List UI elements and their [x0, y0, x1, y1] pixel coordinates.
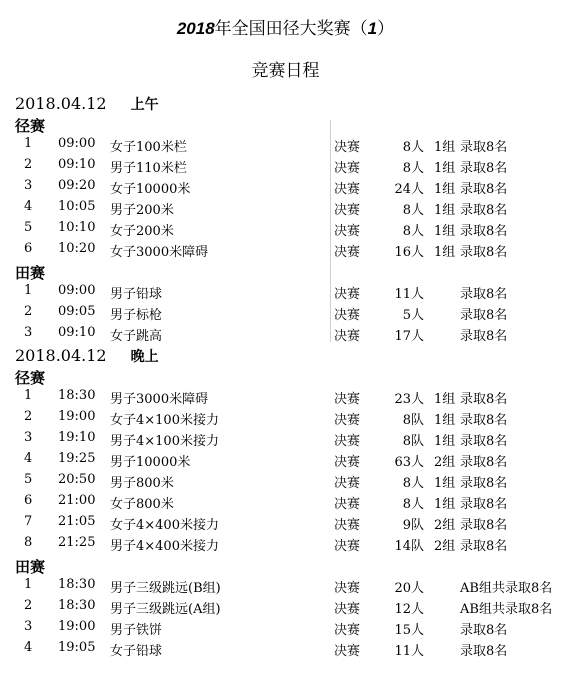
row-count: 8队	[402, 434, 424, 449]
row-round: 决赛	[334, 518, 361, 533]
section-heading: 径赛	[15, 369, 46, 387]
row-time: 19:00	[58, 409, 96, 424]
schedule-row	[0, 598, 571, 619]
row-event: 男子4×100米接力	[110, 434, 219, 449]
row-groups: 1组	[434, 182, 456, 197]
row-count: 8人	[402, 140, 424, 155]
row-groups: 1组	[434, 140, 456, 155]
schedule-row	[0, 157, 571, 178]
row-qualify: 录取8名	[460, 434, 508, 449]
row-number: 1	[24, 577, 33, 592]
row-round: 决赛	[334, 476, 361, 491]
row-number: 7	[24, 514, 33, 529]
row-groups: 1组	[434, 476, 456, 491]
schedule-row	[0, 430, 571, 451]
row-event: 男子10000米	[110, 455, 191, 470]
row-qualify: 录取8名	[460, 392, 508, 407]
row-count: 8人	[402, 161, 424, 176]
row-event: 女子800米	[110, 497, 174, 512]
row-event: 女子200米	[110, 224, 174, 239]
row-round: 决赛	[334, 182, 361, 197]
row-event: 男子200米	[110, 203, 174, 218]
row-time: 10:05	[58, 199, 96, 214]
schedule-row	[0, 535, 571, 556]
row-event: 女子跳高	[110, 329, 163, 344]
row-round: 决赛	[334, 413, 361, 428]
row-qualify: 录取8名	[460, 308, 508, 323]
schedule-row	[0, 283, 571, 304]
row-number: 4	[24, 451, 33, 466]
row-time: 09:10	[58, 157, 96, 172]
row-groups: 1组	[434, 434, 456, 449]
row-event: 男子4×400米接力	[110, 539, 219, 554]
row-number: 4	[24, 199, 33, 214]
row-groups: 1组	[434, 392, 456, 407]
schedule-row	[0, 472, 571, 493]
row-round: 决赛	[334, 287, 361, 302]
title-close: ）	[377, 19, 395, 39]
row-time: 10:10	[58, 220, 96, 235]
row-count: 8人	[402, 476, 424, 491]
schedule-row	[0, 220, 571, 241]
schedule-row	[0, 388, 571, 409]
session-header	[15, 94, 159, 114]
row-qualify: 录取8名	[460, 644, 508, 659]
row-round: 决赛	[334, 161, 361, 176]
row-qualify: 录取8名	[460, 623, 508, 638]
schedule-row	[0, 640, 571, 661]
row-round: 决赛	[334, 224, 361, 239]
row-time: 09:10	[58, 325, 96, 340]
row-qualify: AB组共录取8名	[460, 602, 553, 617]
row-time: 21:00	[58, 493, 96, 508]
row-groups: 2组	[434, 518, 456, 533]
row-event: 男子三级跳远(B组)	[110, 581, 221, 596]
row-qualify: 录取8名	[460, 182, 508, 197]
row-number: 3	[24, 178, 33, 193]
row-event: 男子铁饼	[110, 623, 163, 638]
row-round: 决赛	[334, 539, 361, 554]
row-round: 决赛	[334, 140, 361, 155]
row-round: 决赛	[334, 203, 361, 218]
row-number: 5	[24, 472, 33, 487]
row-time: 21:05	[58, 514, 96, 529]
row-number: 6	[24, 493, 33, 508]
row-event: 女子4×100米接力	[110, 413, 219, 428]
schedule-row	[0, 136, 571, 157]
row-qualify: 录取8名	[460, 518, 508, 533]
row-count: 5人	[402, 308, 424, 323]
row-time: 19:05	[58, 640, 96, 655]
row-number: 2	[24, 409, 33, 424]
row-count: 9队	[402, 518, 424, 533]
row-qualify: 录取8名	[460, 329, 508, 344]
row-time: 10:20	[58, 241, 96, 256]
row-groups: 1组	[434, 245, 456, 260]
row-time: 21:25	[58, 535, 96, 550]
row-round: 决赛	[334, 434, 361, 449]
session-header	[15, 346, 159, 366]
row-count: 63人	[394, 455, 424, 470]
row-number: 1	[24, 388, 33, 403]
row-round: 决赛	[334, 329, 361, 344]
row-event: 女子3000米障碍	[110, 245, 209, 260]
row-count: 16人	[394, 245, 424, 260]
row-count: 23人	[394, 392, 424, 407]
row-groups: 1组	[434, 161, 456, 176]
row-event: 女子铅球	[110, 644, 163, 659]
row-number: 6	[24, 241, 33, 256]
row-event: 女子100米栏	[110, 140, 187, 155]
row-qualify: 录取8名	[460, 287, 508, 302]
row-event: 男子三级跳远(A组)	[110, 602, 221, 617]
row-count: 20人	[394, 581, 424, 596]
row-groups: 1组	[434, 497, 456, 512]
schedule-row	[0, 304, 571, 325]
row-qualify: 录取8名	[460, 140, 508, 155]
row-event: 男子3000米障碍	[110, 392, 209, 407]
row-qualify: 录取8名	[460, 245, 508, 260]
row-count: 17人	[394, 329, 424, 344]
row-time: 18:30	[58, 598, 96, 613]
row-count: 24人	[394, 182, 424, 197]
schedule-row	[0, 409, 571, 430]
row-time: 18:30	[58, 388, 96, 403]
title-number: 1	[367, 19, 378, 38]
row-time: 09:00	[58, 136, 96, 151]
row-count: 15人	[394, 623, 424, 638]
session-period: 上午	[130, 97, 159, 113]
row-round: 决赛	[334, 623, 361, 638]
row-number: 1	[24, 283, 33, 298]
row-event: 男子铅球	[110, 287, 163, 302]
row-number: 4	[24, 640, 33, 655]
row-qualify: 录取8名	[460, 476, 508, 491]
row-time: 19:00	[58, 619, 96, 634]
row-groups: 1组	[434, 413, 456, 428]
row-time: 09:05	[58, 304, 96, 319]
row-time: 09:20	[58, 178, 96, 193]
row-round: 决赛	[334, 497, 361, 512]
row-round: 决赛	[334, 644, 361, 659]
row-round: 决赛	[334, 581, 361, 596]
row-qualify: 录取8名	[460, 203, 508, 218]
row-groups: 1组	[434, 203, 456, 218]
row-round: 决赛	[334, 392, 361, 407]
row-event: 男子110米栏	[110, 161, 187, 176]
row-qualify: AB组共录取8名	[460, 581, 553, 596]
row-event: 女子4×400米接力	[110, 518, 219, 533]
title-year: 2018	[176, 19, 215, 38]
row-groups: 2组	[434, 455, 456, 470]
row-groups: 2组	[434, 539, 456, 554]
title-text: 年全国田径大奖赛（	[214, 19, 368, 39]
row-time: 18:30	[58, 577, 96, 592]
session-date: 2018.04.12	[15, 346, 107, 365]
row-round: 决赛	[334, 602, 361, 617]
row-count: 8人	[402, 224, 424, 239]
row-qualify: 录取8名	[460, 413, 508, 428]
schedule-row	[0, 451, 571, 472]
row-round: 决赛	[334, 455, 361, 470]
row-event: 男子标枪	[110, 308, 163, 323]
row-number: 2	[24, 157, 33, 172]
schedule-row	[0, 178, 571, 199]
schedule-row	[0, 199, 571, 220]
row-qualify: 录取8名	[460, 497, 508, 512]
row-number: 2	[24, 598, 33, 613]
row-number: 3	[24, 325, 33, 340]
schedule-row	[0, 241, 571, 262]
row-count: 8人	[402, 497, 424, 512]
session-date: 2018.04.12	[15, 94, 107, 113]
row-count: 8队	[402, 413, 424, 428]
section-heading: 田赛	[15, 558, 46, 576]
section-heading: 径赛	[15, 117, 46, 135]
row-time: 19:25	[58, 451, 96, 466]
row-time: 19:10	[58, 430, 96, 445]
row-number: 2	[24, 304, 33, 319]
row-count: 12人	[394, 602, 424, 617]
row-number: 3	[24, 619, 33, 634]
schedule-row	[0, 577, 571, 598]
schedule-row	[0, 514, 571, 535]
row-time: 20:50	[58, 472, 96, 487]
row-event: 女子10000米	[110, 182, 191, 197]
page-subtitle: 竞赛日程	[251, 61, 320, 81]
schedule-row	[0, 325, 571, 346]
row-qualify: 录取8名	[460, 161, 508, 176]
row-time: 09:00	[58, 283, 96, 298]
row-number: 5	[24, 220, 33, 235]
page-title	[0, 14, 571, 39]
row-round: 决赛	[334, 245, 361, 260]
schedule-row	[0, 493, 571, 514]
row-groups: 1组	[434, 224, 456, 239]
row-qualify: 录取8名	[460, 455, 508, 470]
row-number: 3	[24, 430, 33, 445]
row-qualify: 录取8名	[460, 224, 508, 239]
row-number: 1	[24, 136, 33, 151]
schedule-row	[0, 619, 571, 640]
row-round: 决赛	[334, 308, 361, 323]
row-event: 男子800米	[110, 476, 174, 491]
row-count: 11人	[394, 644, 424, 659]
row-count: 14队	[394, 539, 424, 554]
row-count: 11人	[394, 287, 424, 302]
session-period: 晚上	[130, 349, 159, 365]
section-heading: 田赛	[15, 264, 46, 282]
row-count: 8人	[402, 203, 424, 218]
row-qualify: 录取8名	[460, 539, 508, 554]
row-number: 8	[24, 535, 33, 550]
